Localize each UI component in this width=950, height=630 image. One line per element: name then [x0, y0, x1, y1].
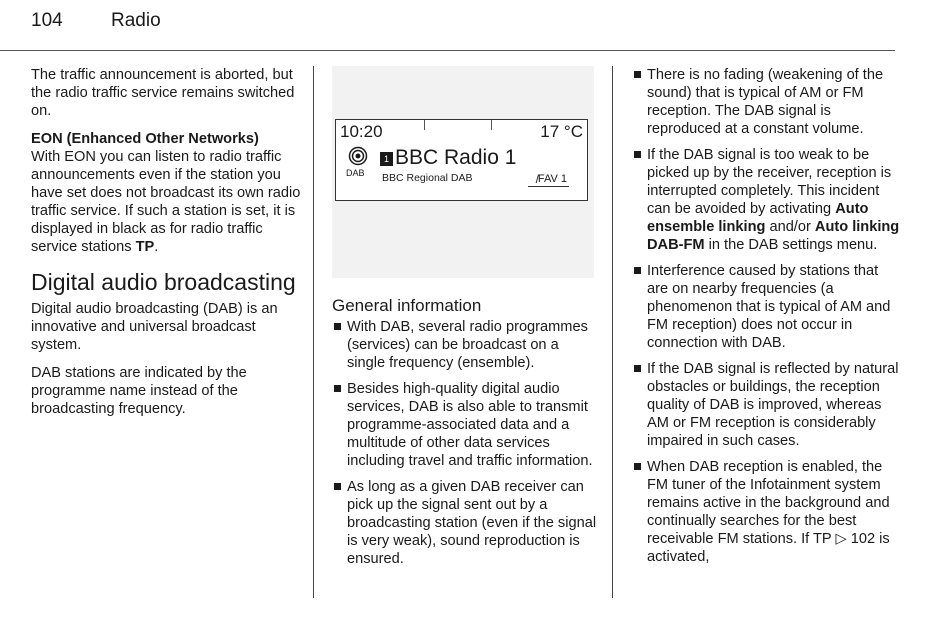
- dab-signal-icon: [348, 146, 368, 166]
- paragraph: The traffic announcement is aborted, but the radio traffic service remains switched on.: [31, 67, 295, 119]
- section-heading: Digital audio broadcasting: [31, 269, 296, 295]
- clock: 10:20: [340, 122, 383, 141]
- list-item: Interference caused by stations that are on nearby frequencies (a phenomenon that is typical of AM and FM reception) does not occur in connection with DAB.: [632, 262, 900, 352]
- list-item: If the DAB signal is reflected by natural obstacles or buildings, the reception quality of DAB is improved, whereas AM or FM reception is considerably impaired in such cases.: [632, 360, 900, 450]
- list-item: With DAB, several radio programmes (services) can be broadcast on a single frequency (ensemble).: [332, 318, 600, 372]
- dab-label: DAB: [346, 168, 365, 178]
- text: in the DAB settings menu.: [704, 237, 878, 253]
- ensemble-name: BBC Regional DAB: [382, 172, 473, 184]
- setting-name: Auto ensemble linking: [647, 201, 869, 235]
- bullet-list: [632, 66, 900, 566]
- eon-section: [31, 130, 301, 256]
- divider-tick: [491, 120, 492, 130]
- list-item: [632, 458, 900, 566]
- setting-name: Auto linking DAB-FM: [647, 219, 900, 253]
- column-divider-2: [612, 66, 613, 598]
- preset-badge: 1: [380, 152, 393, 166]
- list-item: Besides high-quality digital audio services, DAB is also able to transmit programme-associated data and a multitude of other data services including travel and traffic information.: [332, 380, 600, 470]
- list-item: [632, 146, 900, 254]
- text: and/or: [765, 219, 815, 235]
- paragraph: DAB stations are indicated by the programme name instead of the broadcasting frequency.: [31, 365, 247, 417]
- divider-tick: [424, 120, 425, 130]
- right-column: [632, 66, 900, 574]
- chapter-title: Radio: [111, 10, 161, 31]
- display-figure: [332, 66, 594, 278]
- page-number: 104: [31, 10, 63, 31]
- list-item: As long as a given DAB receiver can pick up the signal sent out by a broadcasting station (even if the signal is very weak), sound reproduction is ensured.: [332, 478, 600, 568]
- column-divider-1: [313, 66, 314, 598]
- header-rule: [0, 50, 895, 51]
- left-column: [31, 66, 301, 428]
- eon-end: .: [154, 239, 159, 255]
- list-item: There is no fading (weakening of the sound) that is typical of AM or FM reception. The DAB signal is reproduced at a constant volume.: [632, 66, 900, 138]
- tp-label: TP: [135, 239, 155, 255]
- temperature: 17 °C: [540, 122, 583, 141]
- text: If the DAB signal is too weak to be picked up by the receiver, reception is interrupted completely. This incident can be avoided by activating: [647, 147, 892, 217]
- fav-slash-icon: /: [535, 172, 539, 186]
- middle-column: [332, 296, 600, 576]
- eon-text: With EON you can listen to radio traffic announcements even if the station you have set does not broadcast its own radio traffic service. If such a station is set, it is displayed in black as for radio traffic service stations: [31, 149, 301, 255]
- eon-heading: EON (Enhanced Other Networks): [31, 131, 259, 147]
- page-reference: 102 is activated,: [647, 531, 890, 565]
- reference-arrow-icon: ▷: [835, 531, 851, 547]
- text: When DAB reception is enabled, the FM tuner of the Infotainment system remains active in the background and continually searches for the best receivable FM stations. If TP: [647, 459, 890, 547]
- station-name: BBC Radio 1: [395, 146, 517, 169]
- bullet-list: [332, 318, 600, 568]
- favourites-label: FAV 1: [528, 173, 569, 187]
- paragraph: Digital audio broadcasting (DAB) is an innovative and universal broadcast system.: [31, 301, 278, 353]
- section-heading: General information: [332, 296, 482, 315]
- radio-display: [335, 119, 588, 201]
